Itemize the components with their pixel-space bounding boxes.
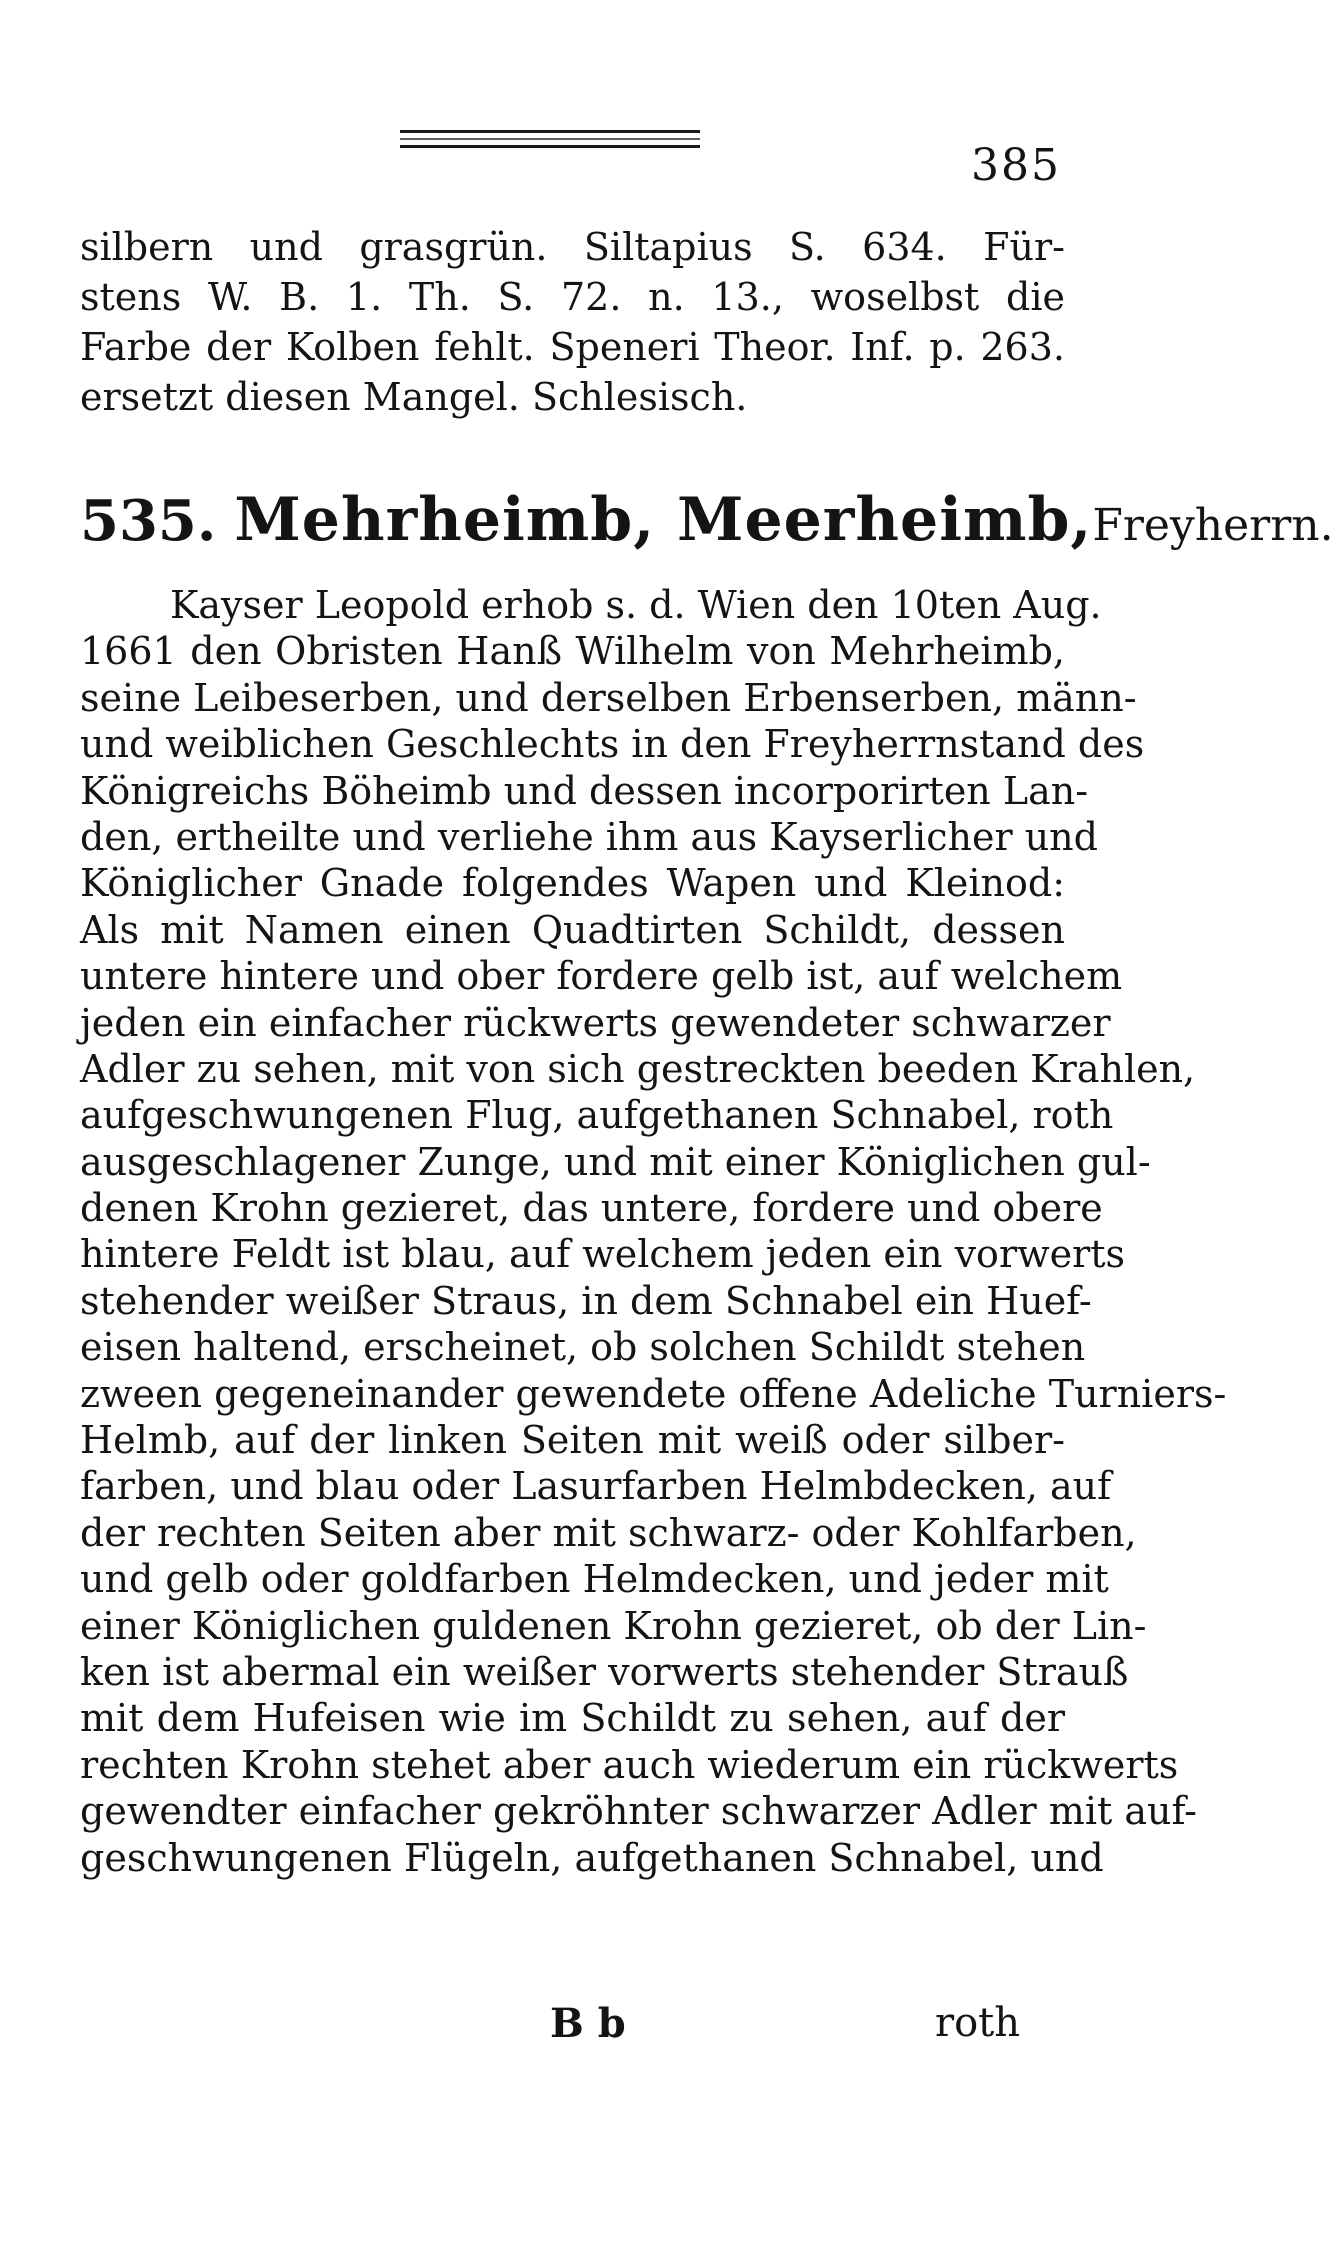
text-line: einer Königlichen guldenen Krohn gezieret, ob der Lin-	[80, 1603, 1147, 1648]
entry-title: Mehrheimb, Meerheimb,	[234, 485, 1093, 555]
page-number: 385	[971, 140, 1061, 191]
text-line: Königlicher Gnade folgendes Wapen und Kleinod:	[80, 861, 1065, 906]
entry-rank: Freyherrn.	[1092, 500, 1334, 551]
text-line: stehender weißer Straus, in dem Schnabel ein Huef-	[80, 1278, 1092, 1323]
text-line: seine Leibeserben, und derselben Erbenserben, männ-	[80, 675, 1137, 720]
text-line: und gelb oder goldfarben Helmdecken, und jeder mit	[80, 1557, 1109, 1602]
entry-body	[80, 582, 1227, 1881]
header-rule	[400, 130, 700, 152]
text-line: ausgeschlagener Zunge, und mit einer Königlichen gul-	[80, 1139, 1151, 1184]
text-line: hintere Feldt ist blau, auf welchem jeden ein vorwerts	[80, 1232, 1126, 1277]
text-line: jeden ein einfacher rückwerts gewendeter schwarzer	[80, 1000, 1111, 1045]
intro-paragraph	[80, 222, 1065, 422]
text-line: Als mit Namen einen Quadtirten Schildt, dessen	[80, 907, 1065, 952]
entry-heading	[80, 485, 1334, 565]
text-line: Kayser Leopold erhob s. d. Wien den 10ten Aug.	[170, 583, 1102, 627]
text-line: geschwungenen Flügeln, aufgethanen Schnabel, und	[80, 1835, 1104, 1880]
text-line: untere hintere und ober fordere gelb ist, auf welchem	[80, 954, 1123, 999]
text-line: denen Krohn gezieret, das untere, fordere und obere	[80, 1186, 1103, 1231]
text-line: ken ist abermal ein weißer vorwerts stehender Strauß	[80, 1649, 1129, 1694]
text-line: zween gegeneinander gewendete offene Adeliche Turniers-	[80, 1371, 1227, 1416]
text-line: silbern und grasgrün. Siltapius S. 634. Für-	[80, 225, 1065, 269]
text-line: farben, und blau oder Lasurfarben Helmbdecken, auf	[80, 1464, 1112, 1509]
text-line: den, ertheilte und verliehe ihm aus Kayserlicher und	[80, 814, 1098, 859]
text-line: ersetzt diesen Mangel. Schlesisch.	[80, 375, 748, 419]
text-line: Adler zu sehen, mit von sich gestreckten beeden Krahlen,	[80, 1046, 1196, 1091]
text-line: eisen haltend, erscheinet, ob solchen Schildt stehen	[80, 1325, 1086, 1370]
entry-number: 535.	[80, 488, 217, 554]
text-line: Helmb, auf der linken Seiten mit weiß oder silber-	[80, 1418, 1065, 1463]
text-line: und weiblichen Geschlechts in den Freyherrnstand des	[80, 722, 1145, 767]
text-line: aufgeschwungenen Flug, aufgethanen Schnabel, roth	[80, 1093, 1114, 1138]
text-line: stens W. B. 1. Th. S. 72. n. 13., woselbst die	[80, 275, 1065, 319]
text-line: 1661 den Obristen Hanß Wilhelm von Mehrheimb,	[80, 629, 1065, 674]
page-footer	[80, 2000, 1020, 2056]
catchword: roth	[934, 2000, 1020, 2046]
text-line: der rechten Seiten aber mit schwarz- oder Kohlfarben,	[80, 1510, 1137, 1555]
text-line: Farbe der Kolben fehlt. Speneri Theor. Inf. p. 263.	[80, 325, 1065, 369]
text-line: gewendter einfacher gekröhnter schwarzer Adler mit auf-	[80, 1789, 1198, 1834]
text-line: Königreichs Böheimb und dessen incorporirten Lan-	[80, 768, 1089, 813]
signature-mark: B b	[550, 2000, 626, 2047]
text-line: mit dem Hufeisen wie im Schildt zu sehen, auf der	[80, 1696, 1065, 1741]
text-line: rechten Krohn stehet aber auch wiederum ein rückwerts	[80, 1742, 1179, 1787]
